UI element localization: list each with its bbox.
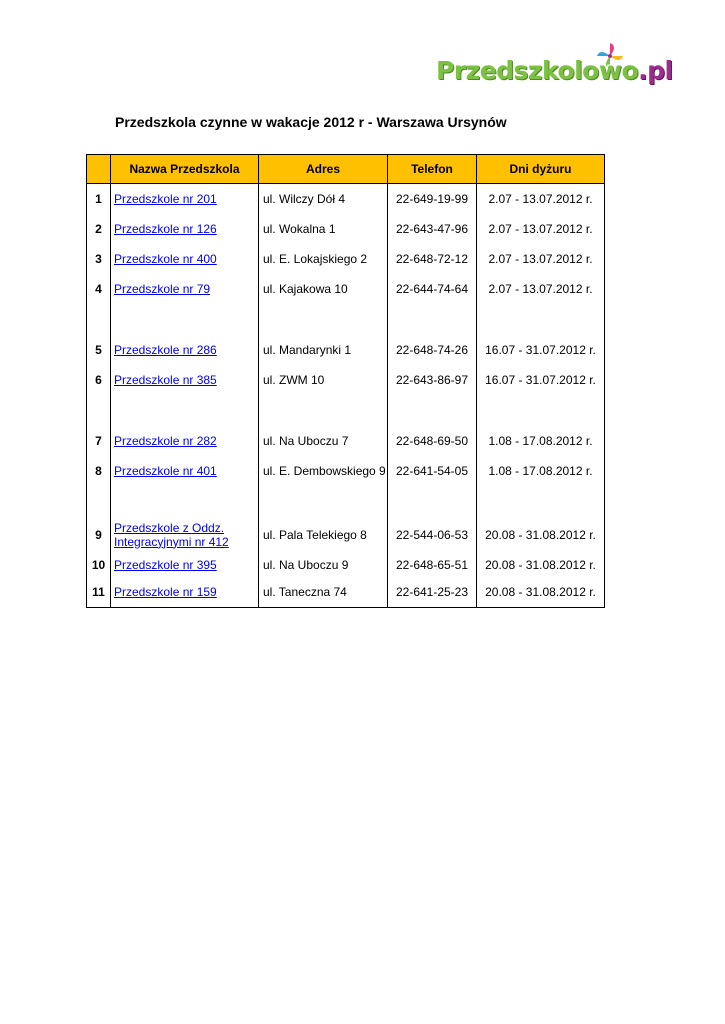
header-address: Adres [259, 155, 388, 184]
kindergarten-link[interactable]: Przedszkole nr 286 [114, 343, 217, 357]
table-header-row [87, 155, 605, 184]
table-row [87, 552, 605, 577]
header-name: Nazwa Przedszkola [111, 155, 259, 184]
link-line-2: Integracyjnymi nr 412 [114, 534, 229, 549]
address-cell: ul. Na Uboczu 7 [259, 426, 388, 456]
days-cell: 2.07 - 13.07.2012 r. [477, 184, 605, 215]
table-row [87, 214, 605, 244]
row-number: 4 [87, 274, 111, 304]
row-number: 5 [87, 335, 111, 365]
address-cell: ul. Wokalna 1 [259, 214, 388, 244]
days-cell: 16.07 - 31.07.2012 r. [477, 335, 605, 365]
address-cell: ul. Wilczy Dół 4 [259, 184, 388, 215]
phone-cell: 22-644-74-64 [388, 274, 477, 304]
row-number: 2 [87, 214, 111, 244]
kindergarten-table [86, 154, 605, 608]
row-number: 3 [87, 244, 111, 274]
spacer-row [87, 304, 605, 335]
days-cell: 2.07 - 13.07.2012 r. [477, 214, 605, 244]
days-cell: 2.07 - 13.07.2012 r. [477, 244, 605, 274]
days-cell: 16.07 - 31.07.2012 r. [477, 365, 605, 395]
logo-main: Przedszkolowo [436, 56, 639, 85]
kindergarten-link[interactable]: Przedszkole nr 385 [114, 373, 217, 387]
kindergarten-link[interactable]: Przedszkole nr 401 [114, 464, 217, 478]
days-cell: 1.08 - 17.08.2012 r. [477, 456, 605, 486]
header-days: Dni dyżuru [477, 155, 605, 184]
row-number: 1 [87, 184, 111, 215]
phone-cell: 22-643-47-96 [388, 214, 477, 244]
phone-cell: 22-648-72-12 [388, 244, 477, 274]
days-cell: 20.08 - 31.08.2012 r. [477, 577, 605, 608]
logo-suffix: .pl [638, 56, 673, 85]
phone-cell: 22-648-74-26 [388, 335, 477, 365]
phone-cell: 22-641-25-23 [388, 577, 477, 608]
days-cell: 2.07 - 13.07.2012 r. [477, 274, 605, 304]
table-row [87, 365, 605, 395]
table-row [87, 426, 605, 456]
row-number: 9 [87, 517, 111, 552]
days-cell: 1.08 - 17.08.2012 r. [477, 426, 605, 456]
table-row [87, 244, 605, 274]
table-row [87, 577, 605, 608]
phone-cell: 22-544-06-53 [388, 517, 477, 552]
logo-wordmark [436, 56, 673, 85]
kindergarten-link[interactable]: Przedszkole nr 395 [114, 557, 217, 572]
row-number: 8 [87, 456, 111, 486]
address-cell: ul. E. Dembowskiego 9 [259, 456, 388, 486]
address-cell: ul. Pala Telekiego 8 [259, 517, 388, 552]
page-title: Przedszkola czynne w wakacje 2012 r - Warszawa Ursynów [115, 114, 507, 130]
days-cell: 20.08 - 31.08.2012 r. [477, 552, 605, 577]
phone-cell: 22-649-19-99 [388, 184, 477, 215]
row-number: 7 [87, 426, 111, 456]
link-line-1: Przedszkole z Oddz. [114, 520, 225, 535]
days-cell: 20.08 - 31.08.2012 r. [477, 517, 605, 552]
table-row [87, 517, 605, 552]
phone-cell: 22-641-54-05 [388, 456, 477, 486]
address-cell: ul. E. Lokajskiego 2 [259, 244, 388, 274]
spacer-row [87, 395, 605, 426]
site-logo[interactable] [436, 42, 673, 92]
address-cell: ul. ZWM 10 [259, 365, 388, 395]
address-cell: ul. Kajakowa 10 [259, 274, 388, 304]
kindergarten-link[interactable]: Przedszkole nr 79 [114, 282, 211, 296]
address-cell: ul. Na Uboczu 9 [259, 552, 388, 577]
kindergarten-link[interactable]: Przedszkole nr 282 [114, 434, 217, 448]
table-row [87, 184, 605, 215]
table-row [87, 456, 605, 486]
row-number: 11 [87, 577, 111, 608]
table-row [87, 335, 605, 365]
kindergarten-link[interactable]: Przedszkole nr 201 [114, 192, 217, 206]
row-number: 10 [87, 552, 111, 577]
row-number: 6 [87, 365, 111, 395]
phone-cell: 22-643-86-97 [388, 365, 477, 395]
kindergarten-link[interactable]: Przedszkole nr 159 [114, 585, 217, 599]
phone-cell: 22-648-69-50 [388, 426, 477, 456]
header-phone: Telefon [388, 155, 477, 184]
address-cell: ul. Taneczna 74 [259, 577, 388, 608]
header-number [87, 155, 111, 184]
table-row [87, 274, 605, 304]
address-cell: ul. Mandarynki 1 [259, 335, 388, 365]
kindergarten-link[interactable] [114, 521, 229, 549]
kindergarten-link[interactable]: Przedszkole nr 400 [114, 252, 217, 266]
phone-cell: 22-648-65-51 [388, 552, 477, 577]
kindergarten-link[interactable]: Przedszkole nr 126 [114, 222, 217, 236]
spacer-row [87, 486, 605, 517]
